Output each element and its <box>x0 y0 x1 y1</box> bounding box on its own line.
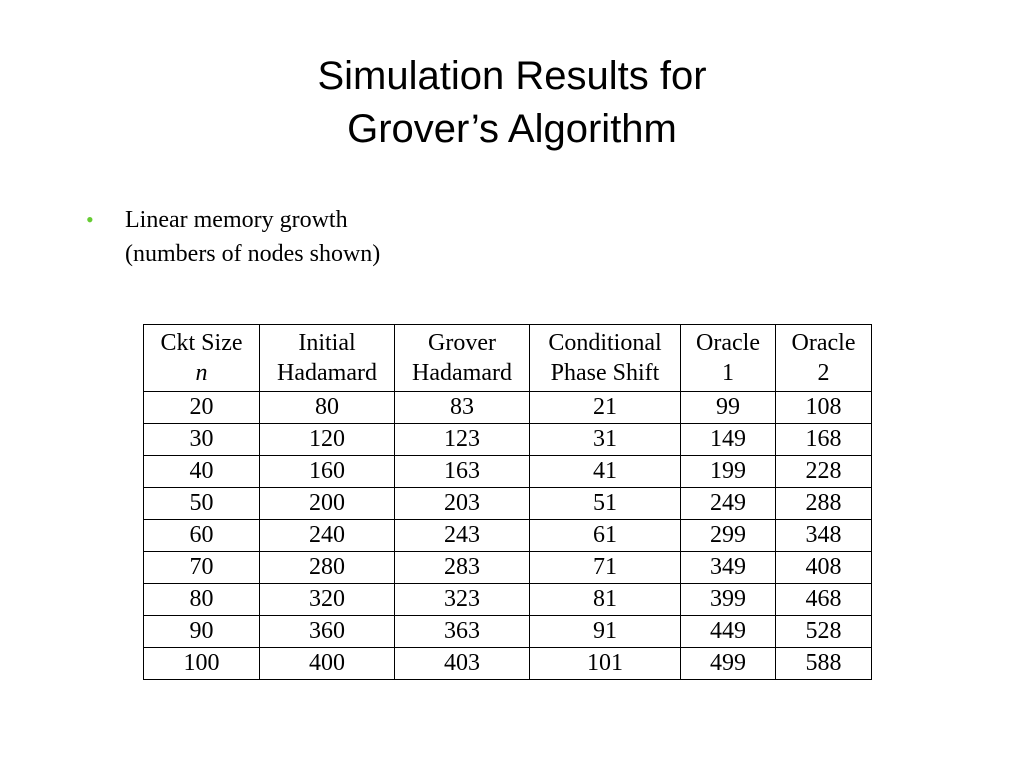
table-header <box>144 325 872 392</box>
table-cell: 83 <box>395 392 530 424</box>
table-cell: 30 <box>144 424 260 456</box>
table-cell: 81 <box>530 584 681 616</box>
table-cell: 163 <box>395 456 530 488</box>
column-header <box>776 325 872 392</box>
table-cell: 70 <box>144 552 260 584</box>
column-header-line-2: 1 <box>722 360 734 386</box>
bullet-item <box>86 203 380 271</box>
table-row <box>144 648 872 680</box>
table-body <box>144 392 872 680</box>
bullet-dot-icon: • <box>86 207 94 232</box>
column-header <box>681 325 776 392</box>
table-cell: 203 <box>395 488 530 520</box>
table-cell: 403 <box>395 648 530 680</box>
column-header-line-2: Phase Shift <box>550 360 660 386</box>
column-header-line-2: Hadamard <box>277 360 377 386</box>
table-cell: 160 <box>260 456 395 488</box>
table-cell: 360 <box>260 616 395 648</box>
table-cell: 499 <box>681 648 776 680</box>
results-table <box>143 324 872 680</box>
table-cell: 240 <box>260 520 395 552</box>
title-line-1: Simulation Results for <box>317 54 707 98</box>
header-row <box>144 325 872 392</box>
table-cell: 588 <box>776 648 872 680</box>
table-cell: 51 <box>530 488 681 520</box>
bullet-line-1: Linear memory growth <box>125 207 348 233</box>
column-header-line-2: Hadamard <box>412 360 512 386</box>
column-header <box>395 325 530 392</box>
table-row <box>144 584 872 616</box>
column-header <box>530 325 681 392</box>
table-cell: 280 <box>260 552 395 584</box>
table-cell: 243 <box>395 520 530 552</box>
table-cell: 228 <box>776 456 872 488</box>
table-cell: 21 <box>530 392 681 424</box>
column-header-line-2: 2 <box>817 360 830 386</box>
table-cell: 120 <box>260 424 395 456</box>
table-cell: 168 <box>776 424 872 456</box>
table-cell: 199 <box>681 456 776 488</box>
column-header-line-1: Grover <box>428 330 496 356</box>
bullet-text <box>125 203 380 271</box>
table-cell: 101 <box>530 648 681 680</box>
table-cell: 80 <box>260 392 395 424</box>
table-cell: 249 <box>681 488 776 520</box>
table-row <box>144 456 872 488</box>
table-cell: 408 <box>776 552 872 584</box>
column-header-line-2: n <box>195 360 208 386</box>
table-cell: 80 <box>144 584 260 616</box>
table-row <box>144 392 872 424</box>
table-cell: 468 <box>776 584 872 616</box>
table-cell: 528 <box>776 616 872 648</box>
table-row <box>144 520 872 552</box>
table-cell: 61 <box>530 520 681 552</box>
table-cell: 149 <box>681 424 776 456</box>
column-header-line-1: Ckt Size <box>160 330 243 356</box>
table-cell: 288 <box>776 488 872 520</box>
column-header <box>144 325 260 392</box>
table-cell: 449 <box>681 616 776 648</box>
bullet-line-2: (numbers of nodes shown) <box>125 241 381 267</box>
table-cell: 91 <box>530 616 681 648</box>
title-line-2: Grover’s Algorithm <box>347 107 677 151</box>
table-cell: 99 <box>681 392 776 424</box>
table-cell: 40 <box>144 456 260 488</box>
table-cell: 200 <box>260 488 395 520</box>
table-cell: 41 <box>530 456 681 488</box>
table-cell: 50 <box>144 488 260 520</box>
column-header-line-1: Oracle <box>791 330 856 356</box>
table-cell: 363 <box>395 616 530 648</box>
table-cell: 100 <box>144 648 260 680</box>
column-header-line-1: Oracle <box>696 330 760 356</box>
table-cell: 348 <box>776 520 872 552</box>
slide-title <box>0 50 1024 156</box>
table-cell: 31 <box>530 424 681 456</box>
column-header-line-1: Initial <box>298 330 356 356</box>
table-cell: 123 <box>395 424 530 456</box>
table-cell: 108 <box>776 392 872 424</box>
table-cell: 323 <box>395 584 530 616</box>
table-row <box>144 552 872 584</box>
table-cell: 60 <box>144 520 260 552</box>
table-cell: 71 <box>530 552 681 584</box>
table-cell: 299 <box>681 520 776 552</box>
column-header <box>260 325 395 392</box>
table-row <box>144 616 872 648</box>
table-cell: 20 <box>144 392 260 424</box>
table-cell: 399 <box>681 584 776 616</box>
table-row <box>144 488 872 520</box>
column-header-line-1: Conditional <box>548 330 662 356</box>
table-row <box>144 424 872 456</box>
table-cell: 320 <box>260 584 395 616</box>
table-cell: 90 <box>144 616 260 648</box>
table-cell: 400 <box>260 648 395 680</box>
table-cell: 283 <box>395 552 530 584</box>
table-cell: 349 <box>681 552 776 584</box>
